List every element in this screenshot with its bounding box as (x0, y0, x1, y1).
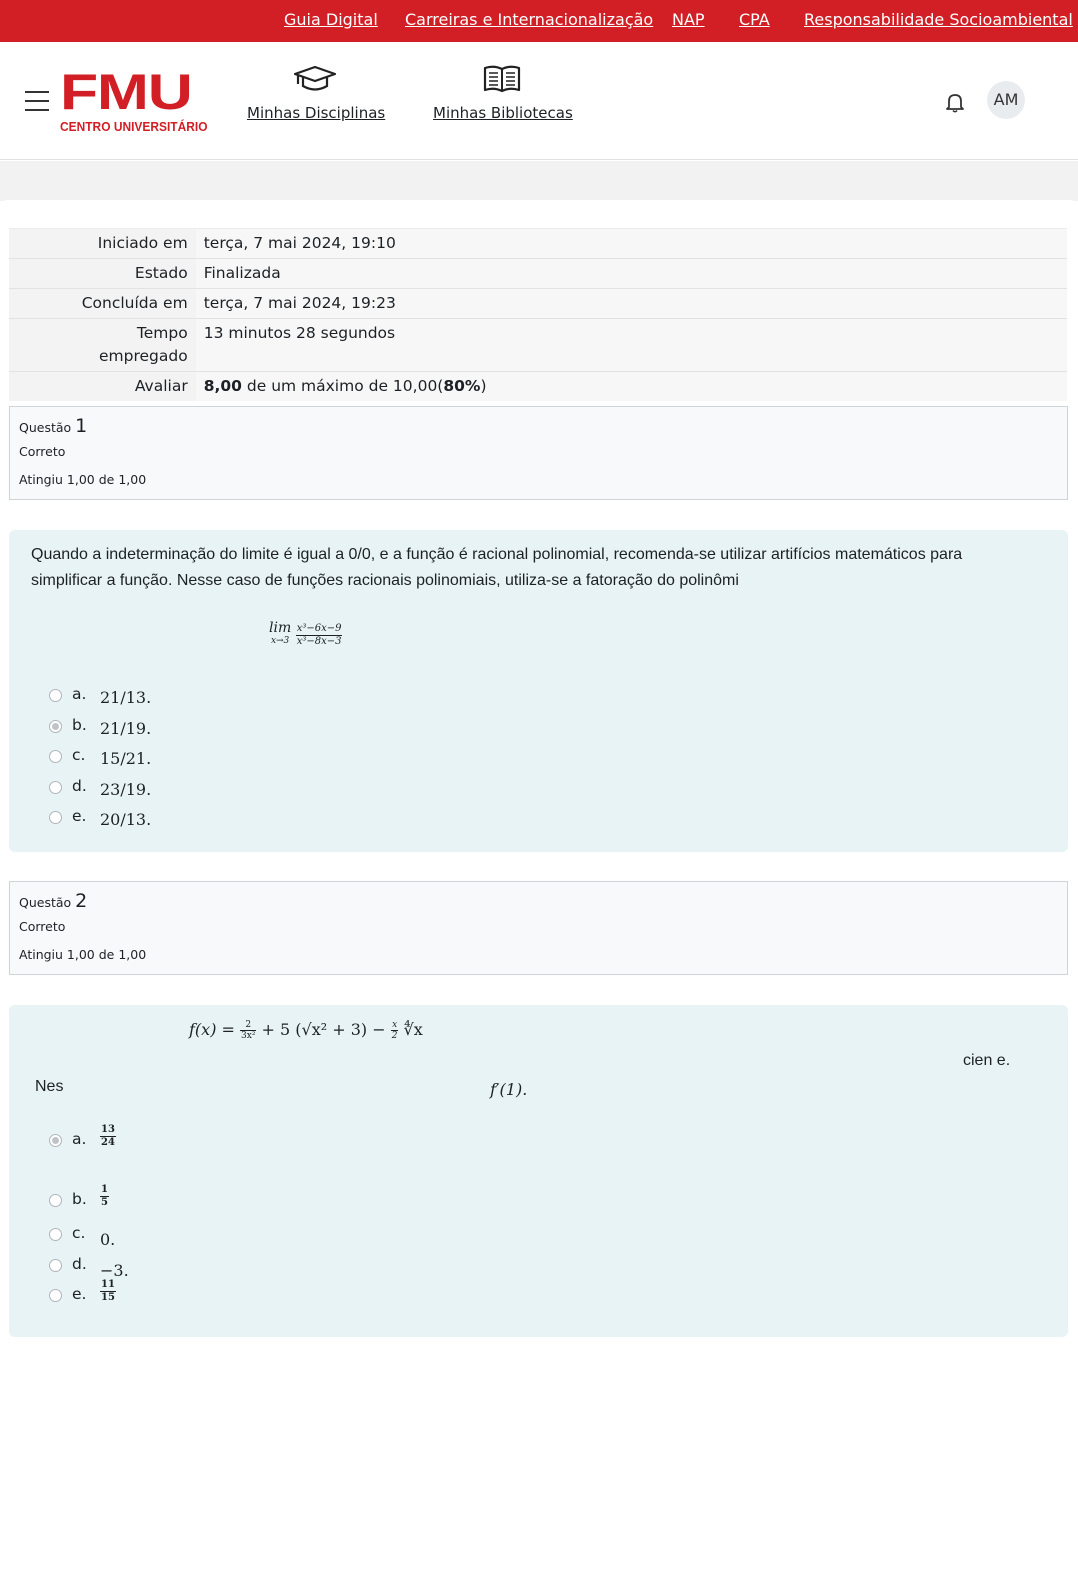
fmu-logo[interactable] (60, 64, 208, 134)
summary-row (9, 319, 1067, 372)
radio-c[interactable] (49, 750, 62, 763)
option-text: 21/19. (100, 719, 152, 738)
top-link-bar (0, 0, 1078, 42)
summary-label: Concluída em (9, 289, 196, 319)
radio-b[interactable] (49, 720, 62, 733)
radio-a[interactable] (49, 1134, 62, 1147)
link-guia-digital[interactable]: Guia Digital (284, 10, 378, 29)
derivative-formula: f′(1). (490, 1080, 528, 1099)
question-number-value: 2 (75, 890, 88, 912)
formula-mid: + 5 (√x² + 3) − (256, 1020, 391, 1039)
lim-subscript: x→3 (270, 636, 290, 646)
link-nap[interactable]: NAP (672, 10, 705, 29)
grade-close: ) (480, 377, 487, 395)
question-number-value: 1 (75, 415, 88, 437)
frac2-num: x (392, 1020, 398, 1030)
option-letter: b. (72, 716, 87, 734)
fraction-den: 15 (101, 1292, 115, 1303)
question-1-content (9, 530, 1068, 852)
summary-value: terça, 7 mai 2024, 19:10 (196, 229, 1067, 259)
open-book-icon (482, 64, 522, 94)
radio-c[interactable] (49, 1228, 62, 1241)
fraction-den: 24 (101, 1137, 115, 1148)
graduation-cap-icon (293, 64, 337, 94)
page-band (0, 161, 1078, 201)
question-grade: Atingiu 1,00 de 1,00 (19, 472, 147, 487)
option-text: −3. (100, 1261, 129, 1280)
user-avatar[interactable]: AM (987, 81, 1025, 119)
summary-value: Finalizada (196, 259, 1067, 289)
formula-end: ∜x (398, 1020, 423, 1039)
attempt-summary-table (9, 228, 1067, 401)
option-letter: a. (72, 685, 87, 703)
option-letter: b. (72, 1190, 87, 1208)
summary-row (9, 259, 1067, 289)
summary-label: Tempo empregado (9, 319, 196, 372)
option-letter: e. (72, 807, 87, 825)
radio-e[interactable] (49, 1289, 62, 1302)
option-text: 20/13. (100, 810, 152, 829)
question-2-content (9, 1005, 1068, 1337)
question-prefix: Questão (19, 895, 72, 910)
fraction-den: 5 (101, 1197, 108, 1208)
question-text-right: cien e. (963, 1052, 1011, 1069)
lim-numerator: x³−6x−9 (296, 622, 342, 634)
frac1-num: 2 (240, 1020, 256, 1031)
bell-icon[interactable] (944, 91, 966, 113)
limit-formula (269, 622, 342, 648)
summary-row-grade (9, 372, 1067, 402)
summary-value: 13 minutos 28 segundos (196, 319, 1067, 372)
lim-denominator: x³−8x−3 (296, 635, 342, 647)
question-number (19, 890, 1058, 914)
question-number (19, 415, 1058, 439)
question-prefix: Questão (19, 420, 72, 435)
option-letter: d. (72, 1255, 87, 1273)
option-text: 21/13. (100, 688, 152, 707)
fraction-num: 1 (101, 1184, 108, 1195)
option-text: 23/19. (100, 780, 152, 799)
option-letter: d. (72, 777, 87, 795)
question-2-info (9, 881, 1068, 975)
lim-text: lim (269, 620, 292, 636)
question-1-info (9, 406, 1068, 500)
grade-text: de um máximo de 10,00( (246, 377, 444, 395)
grade-value: 8,00 (203, 377, 242, 395)
option-letter: a. (72, 1130, 87, 1148)
link-responsabilidade[interactable]: Responsabilidade Socioambiental (804, 10, 1073, 29)
nav-minhas-disciplinas[interactable] (247, 64, 386, 122)
summary-label: Avaliar (9, 372, 196, 402)
nav-label: Minhas Disciplinas (247, 104, 386, 122)
fraction-num: 11 (101, 1279, 115, 1290)
option-letter: c. (72, 1224, 86, 1242)
option-text: 15/21. (100, 749, 152, 768)
function-formula (189, 1020, 423, 1041)
question-text-left: Nes (35, 1078, 64, 1095)
option-letter: e. (72, 1285, 87, 1303)
summary-row (9, 289, 1067, 319)
nav-label: Minhas Bibliotecas (433, 104, 573, 122)
radio-d[interactable] (49, 1259, 62, 1272)
option-letter: c. (72, 746, 86, 764)
logo-subtitle: CENTRO UNIVERSITÁRIO (60, 119, 208, 134)
radio-e[interactable] (49, 811, 62, 824)
summary-label: Iniciado em (9, 229, 196, 259)
question-grade: Atingiu 1,00 de 1,00 (19, 947, 147, 962)
question-text: Quando a indeterminação do limite é igual a 0/0, e a função é racional polinomial, recomenda-se utilizar artifícios matemáticos para simplificar a função. Nesse caso de funções racionais polinomiais, utiliza-se a fatoração do polinômi (31, 546, 963, 589)
link-cpa[interactable]: CPA (739, 10, 770, 29)
frac1-den: 3x² (241, 1031, 256, 1041)
radio-b[interactable] (49, 1194, 62, 1207)
formula-start: f(x) = (189, 1020, 241, 1039)
option-text: 0. (100, 1230, 116, 1249)
summary-label: Estado (9, 259, 196, 289)
summary-row (9, 229, 1067, 259)
option-fraction (100, 1184, 109, 1209)
radio-d[interactable] (49, 781, 62, 794)
frac2-den: 2 (391, 1031, 398, 1041)
option-fraction (100, 1124, 116, 1149)
option-fraction (100, 1279, 116, 1304)
grade-percent: 80% (443, 377, 481, 395)
logo-text: FMU (60, 64, 192, 120)
fraction-num: 13 (101, 1124, 115, 1135)
link-carreiras[interactable]: Carreiras e Internacionalização (405, 10, 654, 29)
summary-grade (196, 372, 1067, 402)
radio-a[interactable] (49, 689, 62, 702)
summary-value: terça, 7 mai 2024, 19:23 (196, 289, 1067, 319)
menu-icon[interactable] (25, 91, 49, 111)
question-state: Correto (19, 919, 66, 934)
nav-minhas-bibliotecas[interactable] (433, 64, 573, 122)
question-state: Correto (19, 444, 66, 459)
site-header (0, 42, 1078, 160)
